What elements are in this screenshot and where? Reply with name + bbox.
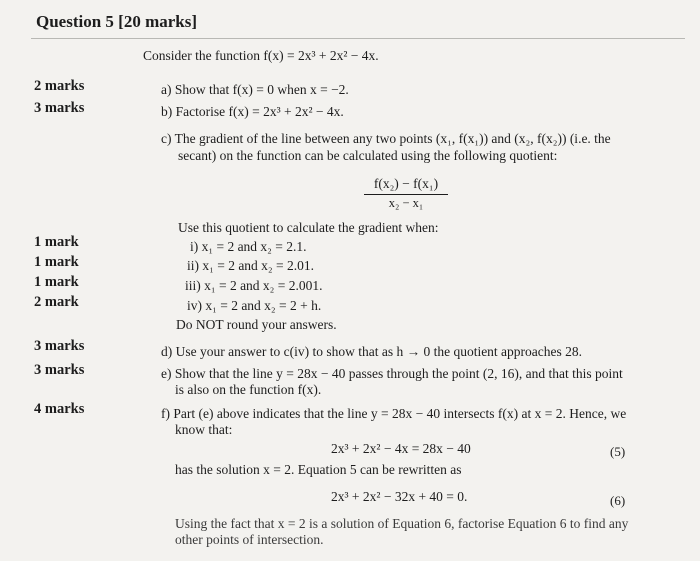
marks-d: 3 marks xyxy=(34,338,85,354)
part-c-iv: iv) x₁ = 2 and x₂ = 2 + h. xyxy=(187,298,322,313)
equation-5: 2x³ + 2x² − 4x = 28x − 40 xyxy=(331,441,471,456)
quotient-denominator: x₂ − x₁ xyxy=(388,196,424,210)
question-title: Question 5 [20 marks] xyxy=(36,12,198,31)
marks-civ: 2 mark xyxy=(34,294,79,310)
part-d: d) Use your answer to c(iv) to show that as h → 0 the quotient approaches 28. xyxy=(161,344,583,359)
intro-text: Consider the function f(x) = 2x³ + 2x² − 4x. xyxy=(143,48,379,63)
part-f-line2: know that: xyxy=(175,422,233,437)
part-c-iii: iii) x₁ = 2 and x₂ = 2.001. xyxy=(185,278,323,293)
marks-ciii: 1 mark xyxy=(34,274,79,290)
part-f-line1: f) Part (e) above indicates that the line y = 28x − 40 intersects f(x) at x = 2. Hence, we xyxy=(161,406,627,421)
marks-ci: 1 mark xyxy=(34,234,79,250)
part-c-line2: secant) on the function can be calculated using the following quotient: xyxy=(178,148,558,163)
part-c-use: Use this quotient to calculate the gradient when: xyxy=(178,220,439,235)
part-e-line1: e) Show that the line y = 28x − 40 passes through the point (2, 16), and that this point xyxy=(161,366,623,381)
equation-6-number: (6) xyxy=(610,493,626,508)
part-c-ii: ii) x₁ = 2 and x₂ = 2.01. xyxy=(187,258,315,273)
part-e-line2: is also on the function f(x). xyxy=(175,382,322,397)
part-b: b) Factorise f(x) = 2x³ + 2x² − 4x. xyxy=(161,104,344,119)
part-f-line5: other points of intersection. xyxy=(175,532,324,547)
equation-5-number: (5) xyxy=(610,444,626,459)
fraction-bar xyxy=(364,194,448,195)
marks-cii: 1 mark xyxy=(34,254,79,270)
header-divider xyxy=(31,38,685,39)
part-c-note: Do NOT round your answers. xyxy=(176,317,337,332)
quotient-numerator: f(x₂) − f(x₁) xyxy=(373,176,439,191)
marks-f: 4 marks xyxy=(34,401,85,417)
marks-e: 3 marks xyxy=(34,362,85,378)
part-a: a) Show that f(x) = 0 when x = −2. xyxy=(161,82,349,97)
marks-b: 3 marks xyxy=(34,100,85,116)
part-f-line3: has the solution x = 2. Equation 5 can be rewritten as xyxy=(175,462,462,477)
equation-6: 2x³ + 2x² − 32x + 40 = 0. xyxy=(331,489,468,504)
marks-a: 2 marks xyxy=(34,78,85,94)
part-f-line4: Using the fact that x = 2 is a solution of Equation 6, factorise Equation 6 to find any xyxy=(175,516,629,531)
part-c-i: i) x₁ = 2 and x₂ = 2.1. xyxy=(190,239,307,254)
part-c-line1: c) The gradient of the line between any two points (x₁, f(x₁)) and (x₂, f(x₂)) (i.e. the xyxy=(161,131,611,146)
